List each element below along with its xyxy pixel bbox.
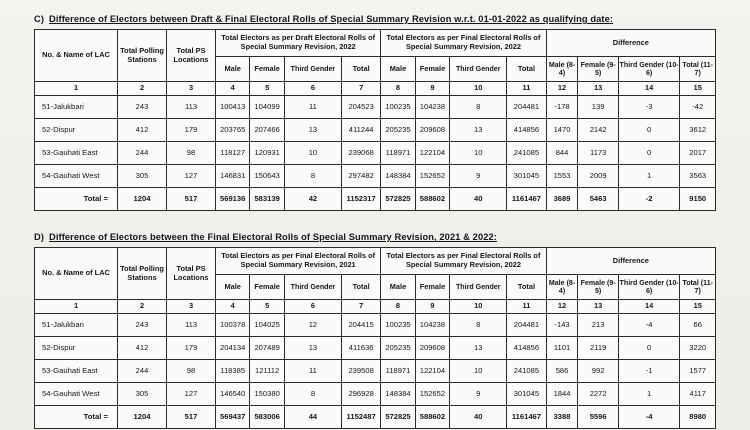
cell-lac: 54-Gauhati West [35, 165, 118, 188]
cell-dmale: 1101 [546, 337, 578, 360]
cell-male2: 100235 [381, 314, 415, 337]
cell-dthird: 0 [618, 142, 680, 165]
cell-male1: 569437 [216, 406, 250, 429]
cell-polling: 412 [118, 337, 167, 360]
cell-female2: 152652 [415, 383, 450, 406]
cell-total1: 1152487 [341, 406, 380, 429]
cell-third1: 11 [284, 96, 341, 119]
table-section-d [34, 247, 716, 429]
cell-dtotal: -42 [680, 96, 716, 119]
cell-third2: 13 [450, 337, 507, 360]
cell-third1: 8 [284, 165, 341, 188]
cell-male2: 100235 [381, 96, 415, 119]
th-d-ps: Total PS Locations [167, 248, 216, 300]
cell-male2: 572825 [381, 188, 415, 211]
cell-dtotal: 2017 [680, 142, 716, 165]
num-c-3: 3 [167, 82, 216, 96]
th-c-polling: Total Polling Stations [118, 30, 167, 82]
table-row [35, 337, 716, 360]
cell-male1: 100378 [216, 314, 250, 337]
cell-ps: 98 [167, 142, 216, 165]
cell-dfemale: 1173 [578, 142, 618, 165]
num-d-7: 7 [341, 300, 380, 314]
cell-third1: 8 [284, 383, 341, 406]
cell-female1: 150380 [250, 383, 285, 406]
num-d-13: 13 [578, 300, 618, 314]
table-row [35, 142, 716, 165]
cell-total1: 204523 [341, 96, 380, 119]
num-d-9: 9 [415, 300, 450, 314]
num-d-11: 11 [507, 300, 546, 314]
cell-dfemale: 213 [578, 314, 618, 337]
table-d-numbering-row [35, 300, 716, 314]
num-c-12: 12 [546, 82, 578, 96]
th-c-male1: Male [216, 57, 250, 82]
num-d-4: 4 [216, 300, 250, 314]
num-d-3: 3 [167, 300, 216, 314]
cell-dthird: -4 [618, 314, 680, 337]
cell-female2: 122104 [415, 360, 450, 383]
cell-lac: 53-Gauhati East [35, 142, 118, 165]
cell-total1: 1152317 [341, 188, 380, 211]
th-d-group-final-2022: Total Electors as per Final Electoral Rolls of Special Summary Revision, 2022 [381, 248, 546, 275]
cell-male2: 148384 [381, 383, 415, 406]
num-d-5: 5 [250, 300, 285, 314]
section-c-title [34, 14, 724, 24]
cell-total2: 204481 [507, 96, 546, 119]
cell-polling: 1204 [118, 188, 167, 211]
cell-male1: 100413 [216, 96, 250, 119]
cell-third2: 40 [450, 406, 507, 429]
cell-third2: 9 [450, 383, 507, 406]
num-d-2: 2 [118, 300, 167, 314]
th-d-total1: Total [341, 275, 380, 300]
cell-dthird: 0 [618, 119, 680, 142]
th-c-lac: No. & Name of LAC [35, 30, 118, 82]
cell-dtotal: 3220 [680, 337, 716, 360]
cell-male1: 118127 [216, 142, 250, 165]
cell-ps: 517 [167, 406, 216, 429]
th-c-dfemale: Female (9-5) [578, 57, 618, 82]
cell-third1: 12 [284, 314, 341, 337]
cell-male2: 205235 [381, 119, 415, 142]
th-d-third2: Third Gender [450, 275, 507, 300]
th-d-male1: Male [216, 275, 250, 300]
cell-lac: 52-Dispur [35, 119, 118, 142]
th-d-polling: Total Polling Stations [118, 248, 167, 300]
num-d-1: 1 [35, 300, 118, 314]
th-d-dfemale: Female (9-5) [578, 275, 618, 300]
cell-polling: 305 [118, 383, 167, 406]
num-c-11: 11 [507, 82, 546, 96]
cell-polling: 243 [118, 96, 167, 119]
cell-female1: 583139 [250, 188, 285, 211]
num-c-5: 5 [250, 82, 285, 96]
cell-female1: 104025 [250, 314, 285, 337]
th-d-female1: Female [250, 275, 285, 300]
table-row [35, 96, 716, 119]
cell-total2: 301045 [507, 383, 546, 406]
cell-total2: 241085 [507, 360, 546, 383]
cell-dthird: 1 [618, 383, 680, 406]
cell-third1: 44 [284, 406, 341, 429]
table-section-c [34, 29, 716, 211]
cell-male2: 118971 [381, 360, 415, 383]
cell-dthird: 1 [618, 165, 680, 188]
cell-dfemale: 2009 [578, 165, 618, 188]
cell-total2: 204481 [507, 314, 546, 337]
cell-male1: 569136 [216, 188, 250, 211]
cell-polling: 243 [118, 314, 167, 337]
cell-lac: 54-Gauhati West [35, 383, 118, 406]
num-d-6: 6 [284, 300, 341, 314]
cell-dmale: 3388 [546, 406, 578, 429]
cell-female2: 122104 [415, 142, 450, 165]
cell-polling: 244 [118, 360, 167, 383]
num-d-15: 15 [680, 300, 716, 314]
cell-total2: 241085 [507, 142, 546, 165]
th-d-third1: Third Gender [284, 275, 341, 300]
cell-dtotal: 8980 [680, 406, 716, 429]
cell-dthird: 0 [618, 337, 680, 360]
cell-female2: 104238 [415, 314, 450, 337]
cell-ps: 517 [167, 188, 216, 211]
num-c-15: 15 [680, 82, 716, 96]
num-c-14: 14 [618, 82, 680, 96]
cell-third1: 42 [284, 188, 341, 211]
cell-total-label: Total = [35, 188, 118, 211]
section-d [34, 232, 724, 429]
num-c-4: 4 [216, 82, 250, 96]
table-row [35, 360, 716, 383]
cell-ps: 98 [167, 360, 216, 383]
section-c-letter: C) [34, 14, 45, 24]
section-c [34, 14, 724, 211]
th-c-third2: Third Gender [450, 57, 507, 82]
cell-dmale: 1844 [546, 383, 578, 406]
cell-total2: 301045 [507, 165, 546, 188]
cell-total1: 297482 [341, 165, 380, 188]
th-c-dmale: Male (8-4) [546, 57, 578, 82]
num-c-8: 8 [381, 82, 415, 96]
num-d-8: 8 [381, 300, 415, 314]
cell-lac: 53-Gauhati East [35, 360, 118, 383]
th-c-ps: Total PS Locations [167, 30, 216, 82]
cell-ps: 127 [167, 383, 216, 406]
cell-dmale: 844 [546, 142, 578, 165]
section-d-title [34, 232, 724, 242]
section-d-heading-text: Difference of Electors between the Final Electoral Rolls of Special Summary Revision, 2021 & 2022: [49, 232, 497, 242]
cell-male1: 118385 [216, 360, 250, 383]
cell-dmale: -143 [546, 314, 578, 337]
th-c-dthird: Third Gender (10-6) [618, 57, 680, 82]
cell-dthird: -4 [618, 406, 680, 429]
th-d-dtotal: Total (11-7) [680, 275, 716, 300]
cell-dthird: -3 [618, 96, 680, 119]
th-c-female1: Female [250, 57, 285, 82]
cell-dfemale: 992 [578, 360, 618, 383]
cell-dtotal: 3612 [680, 119, 716, 142]
cell-third2: 13 [450, 119, 507, 142]
cell-dmale: 586 [546, 360, 578, 383]
th-d-lac: No. & Name of LAC [35, 248, 118, 300]
cell-lac: 51-Jalukbari [35, 314, 118, 337]
cell-polling: 305 [118, 165, 167, 188]
cell-female1: 120931 [250, 142, 285, 165]
table-d-group-header-row [35, 248, 716, 275]
cell-female1: 150643 [250, 165, 285, 188]
cell-dthird: -2 [618, 188, 680, 211]
cell-polling: 412 [118, 119, 167, 142]
table-total-row [35, 406, 716, 429]
cell-total1: 239508 [341, 360, 380, 383]
table-row [35, 383, 716, 406]
cell-third2: 10 [450, 360, 507, 383]
cell-polling: 244 [118, 142, 167, 165]
cell-third1: 13 [284, 337, 341, 360]
th-c-group-final: Total Electors as per Final Electoral Rolls of Special Summary Revision, 2022 [381, 30, 546, 57]
cell-lac: 51-Jalukbari [35, 96, 118, 119]
th-d-female2: Female [415, 275, 450, 300]
th-c-group-difference: Difference [546, 30, 715, 57]
cell-dmale: 1470 [546, 119, 578, 142]
section-d-letter: D) [34, 232, 45, 242]
cell-female2: 209608 [415, 337, 450, 360]
cell-dfemale: 5463 [578, 188, 618, 211]
th-d-group-difference: Difference [546, 248, 715, 275]
cell-ps: 127 [167, 165, 216, 188]
cell-female1: 207466 [250, 119, 285, 142]
cell-total1: 239068 [341, 142, 380, 165]
cell-dmale: -178 [546, 96, 578, 119]
cell-dfemale: 5596 [578, 406, 618, 429]
cell-dtotal: 3563 [680, 165, 716, 188]
cell-third2: 10 [450, 142, 507, 165]
num-d-14: 14 [618, 300, 680, 314]
cell-male2: 118971 [381, 142, 415, 165]
cell-total-label: Total = [35, 406, 118, 429]
table-row [35, 119, 716, 142]
cell-total1: 411244 [341, 119, 380, 142]
th-c-third1: Third Gender [284, 57, 341, 82]
cell-female2: 209608 [415, 119, 450, 142]
cell-male1: 203765 [216, 119, 250, 142]
cell-dfemale: 2272 [578, 383, 618, 406]
num-c-13: 13 [578, 82, 618, 96]
cell-dmale: 3689 [546, 188, 578, 211]
cell-polling: 1204 [118, 406, 167, 429]
cell-female1: 104099 [250, 96, 285, 119]
cell-dtotal: 9150 [680, 188, 716, 211]
cell-total2: 414856 [507, 337, 546, 360]
cell-dmale: 1553 [546, 165, 578, 188]
num-d-10: 10 [450, 300, 507, 314]
num-d-12: 12 [546, 300, 578, 314]
cell-female1: 583006 [250, 406, 285, 429]
cell-dtotal: 66 [680, 314, 716, 337]
cell-ps: 179 [167, 337, 216, 360]
cell-male2: 572825 [381, 406, 415, 429]
cell-total1: 204415 [341, 314, 380, 337]
th-d-dmale: Male (8-4) [546, 275, 578, 300]
cell-dfemale: 139 [578, 96, 618, 119]
cell-dfemale: 2142 [578, 119, 618, 142]
cell-female2: 588602 [415, 406, 450, 429]
cell-ps: 179 [167, 119, 216, 142]
num-c-7: 7 [341, 82, 380, 96]
cell-male2: 205235 [381, 337, 415, 360]
cell-third1: 13 [284, 119, 341, 142]
th-d-group-final-2021: Total Electors as per Final Electoral Rolls of Special Summary Revision, 2021 [216, 248, 381, 275]
cell-ps: 113 [167, 314, 216, 337]
table-row [35, 165, 716, 188]
num-c-2: 2 [118, 82, 167, 96]
cell-dtotal: 1577 [680, 360, 716, 383]
th-c-total1: Total [341, 57, 380, 82]
th-c-group-draft: Total Electors as per Draft Electoral Rolls of Special Summary Revision, 2022 [216, 30, 381, 57]
cell-ps: 113 [167, 96, 216, 119]
cell-dtotal: 4117 [680, 383, 716, 406]
cell-third1: 10 [284, 142, 341, 165]
table-total-row [35, 188, 716, 211]
th-c-female2: Female [415, 57, 450, 82]
cell-female1: 121112 [250, 360, 285, 383]
cell-dfemale: 2119 [578, 337, 618, 360]
cell-male1: 146831 [216, 165, 250, 188]
cell-third2: 8 [450, 314, 507, 337]
cell-male1: 146540 [216, 383, 250, 406]
th-d-dthird: Third Gender (10-6) [618, 275, 680, 300]
th-c-dtotal: Total (11-7) [680, 57, 716, 82]
table-row [35, 314, 716, 337]
cell-total2: 1161467 [507, 406, 546, 429]
cell-third2: 8 [450, 96, 507, 119]
cell-total2: 1161467 [507, 188, 546, 211]
th-d-male2: Male [381, 275, 415, 300]
cell-total2: 414856 [507, 119, 546, 142]
section-c-heading-text: Difference of Electors between Draft & Final Electoral Rolls of Special Summary Revision w.r.t. 01-01-2022 as qualifying date: [49, 14, 614, 24]
cell-female2: 152652 [415, 165, 450, 188]
cell-female1: 207489 [250, 337, 285, 360]
cell-female2: 588602 [415, 188, 450, 211]
cell-total1: 296928 [341, 383, 380, 406]
num-c-6: 6 [284, 82, 341, 96]
th-c-total2: Total [507, 57, 546, 82]
cell-male1: 204134 [216, 337, 250, 360]
cell-third2: 40 [450, 188, 507, 211]
cell-total1: 411636 [341, 337, 380, 360]
cell-third2: 9 [450, 165, 507, 188]
th-d-total2: Total [507, 275, 546, 300]
num-c-10: 10 [450, 82, 507, 96]
cell-third1: 11 [284, 360, 341, 383]
table-c-group-header-row [35, 30, 716, 57]
cell-female2: 104238 [415, 96, 450, 119]
cell-dthird: -1 [618, 360, 680, 383]
cell-lac: 52-Dispur [35, 337, 118, 360]
num-c-9: 9 [415, 82, 450, 96]
num-c-1: 1 [35, 82, 118, 96]
table-c-numbering-row [35, 82, 716, 96]
cell-male2: 148384 [381, 165, 415, 188]
th-c-male2: Male [381, 57, 415, 82]
